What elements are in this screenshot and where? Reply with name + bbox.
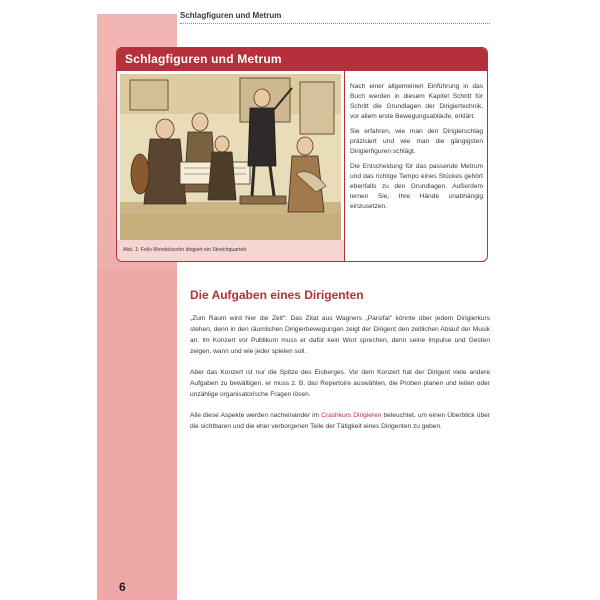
- chapter-title: Schlagfiguren und Metrum: [125, 52, 282, 66]
- illustration-drawing: [120, 74, 341, 242]
- body-paragraph-last: [190, 410, 490, 432]
- box-divider: [344, 71, 345, 261]
- book-title-highlight: Crashkurs Dirigieren: [321, 412, 382, 419]
- intro-paragraph: Sie erfahren, wie man den Dirigierschlag präzisiert und wie man die gängigsten Dirigierfiguren schlägt.: [350, 128, 483, 155]
- mendelssohn-illustration: [120, 74, 341, 262]
- chapter-intro-box: [116, 47, 488, 262]
- intro-paragraph: Die Entscheidung für das passende Metrum und das richtige Tempo eines Stückes gehört ebenfalls zu den Grundlagen. Außerdem lernen Sie, Ihre Hände unabhängig einzusetzen.: [350, 163, 483, 210]
- intro-paragraph: Nach einer allgemeinen Einführung in das Buch werden in diesem Kapitel Schritt für Schritt die Grundlagen der Dirigiertechnik, vor allem erste Bewegungsabläufe, erklärt.: [350, 83, 483, 120]
- body-text-segment: Alle diese Aspekte werden nacheinander im: [190, 412, 322, 419]
- running-head: Schlagfiguren und Metrum: [180, 11, 490, 24]
- margin-strip-lower: [97, 270, 177, 600]
- body-paragraph: Aber das Konzert ist nur die Spitze des Eisberges. Vor dem Konzert hat der Dirigent viele andere Aufgaben zu bewältigen, er muss z. B. das Repertoire auswählen, die Proben planen und leiten oder unzählige organisatorische Fragen lösen.: [190, 369, 490, 398]
- body-text-segment: beleuchtet, um einen Überblick über die sichtbaren und die eher verborgenen Teile der Tätigkeit eines Dirigenten zu geben.: [190, 412, 490, 430]
- page-number: 6: [119, 580, 126, 594]
- body-paragraph: „Zum Raum wird hier die Zeit": Das Zitat aus Wagners „Parsifal" könnte über jedem Dirigierkurs stehen, denn in den räumlichen Dirigierbewegungen zeigt der Dirigent den zeitlichen Ablauf der Musik an. Im Konzert vor Publikum muss er dafür kein Wort sprechen, denn seine Impulse und Gesten zeigen, wann und wie jeder spielen soll.: [190, 315, 490, 355]
- section-heading: Die Aufgaben eines Dirigenten: [190, 288, 364, 302]
- section-body: [190, 313, 490, 442]
- chapter-intro-text: [350, 82, 483, 217]
- chapter-intro-header: [117, 48, 487, 71]
- figure-caption: Abb. 1: Felix Mendelssohn dirigiert ein Streichquartett: [123, 247, 247, 253]
